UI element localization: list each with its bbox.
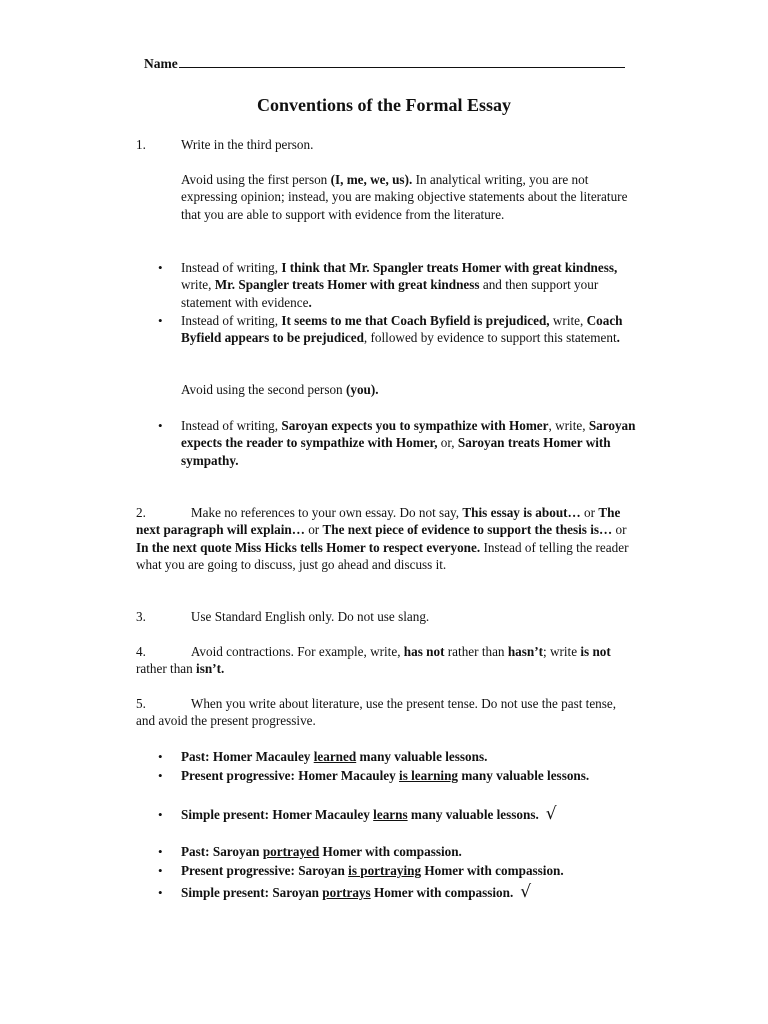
name-blank-rule [179, 55, 625, 68]
item-1-bullet-3: Instead of writing, Saroyan expects you to sympathize with Homer, write, Saroyan expects the reader to sympathize with Homer, or, Saroyan treats Homer with sympathy. [181, 418, 636, 468]
example-present-portrays: Simple present: Saroyan portrays Homer with compassion. √ [181, 882, 532, 902]
name-line [144, 55, 625, 72]
name-label: Name [144, 56, 178, 71]
checkmark-icon: √ [545, 804, 557, 824]
item-1-number: 1. [136, 137, 146, 152]
bullet-icon: • [158, 863, 163, 878]
page-title: Conventions of the Formal Essay [256, 95, 511, 115]
example-past-learned: Past: Homer Macauley learned many valuable lessons. [181, 749, 488, 764]
item-1-second-person-paragraph: Avoid using the second person (you). [181, 382, 379, 397]
example-progressive-learning: Present progressive: Homer Macauley is learning many valuable lessons. [181, 768, 590, 783]
bullet-icon: • [158, 313, 163, 328]
item-1-heading: Write in the third person. [181, 137, 314, 152]
bullet-icon: • [158, 807, 163, 822]
bullet-icon: • [158, 768, 163, 783]
example-past-portrayed: Past: Saroyan portrayed Homer with compassion. [181, 844, 462, 859]
item-5-paragraph: 5. When you write about literature, use the present tense. Do not use the past tense, and avoid the present progressive. [136, 696, 617, 729]
item-1-first-person-paragraph: Avoid using the first person (I, me, we, us). In analytical writing, you are not expressing opinion; instead, you are making objective statements about the literature that you are able to support with evidence from the literature. [181, 172, 628, 222]
item-3-paragraph: 3. Use Standard English only. Do not use slang. [136, 609, 430, 624]
bullet-icon: • [158, 749, 163, 764]
item-1-bullet-1: Instead of writing, I think that Mr. Spangler treats Homer with great kindness, write, Mr. Spangler treats Homer with great kindness and then support your statement with evidence. [181, 260, 618, 310]
checkmark-icon: √ [520, 882, 532, 902]
item-2-paragraph: 2. Make no references to your own essay. Do not say, This essay is about… or The next paragraph will explain… or The next piece of evidence to support the thesis is… or In the next quote Miss Hicks tells Homer to respect everyone. Instead of telling the reader what you are going to discuss, just go ahead and discuss it. [136, 505, 629, 573]
item-4-paragraph: 4. Avoid contractions. For example, write, has not rather than hasn’t; write is not rather than isn’t. [136, 644, 611, 677]
bullet-icon: • [158, 260, 163, 275]
item-1-bullet-2: Instead of writing, It seems to me that Coach Byfield is prejudiced, write, Coach Byfield appears to be prejudiced, followed by evidence to support this statement. [181, 313, 623, 346]
bullet-icon: • [158, 844, 163, 859]
example-present-learns: Simple present: Homer Macauley learns many valuable lessons. √ [181, 804, 557, 824]
bullet-icon: • [158, 885, 163, 900]
example-progressive-portraying: Present progressive: Saroyan is portraying Homer with compassion. [181, 863, 564, 878]
bullet-icon: • [158, 418, 163, 433]
